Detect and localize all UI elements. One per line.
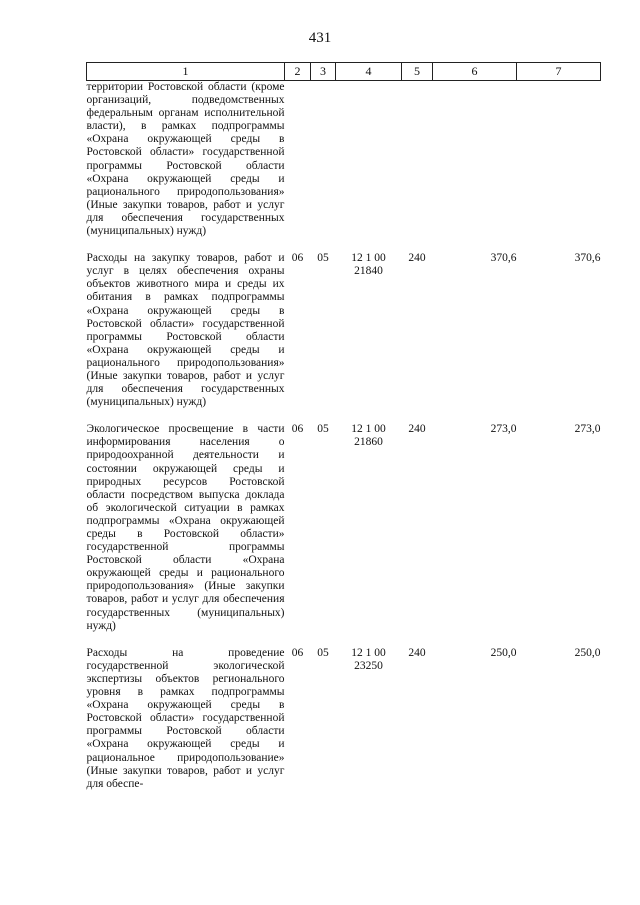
row-description: территории Ростовской области (кроме организаций, подведомственных федеральным органам исполнительной власти), в рамках подпрограммы «Охрана окружающей среды в Ростовской области» государственной программы Ростовской области «Охрана окружающей среды и рационального природопользования» (Иные закупки товаров, работ и услуг для обеспечения государственных (муниципальных) нужд) — [86, 81, 285, 238]
row-amount-1: 250,0 — [490, 646, 517, 659]
row-amount-2: 250,0 — [574, 646, 601, 659]
row-target-code — [336, 81, 402, 239]
column-header-6: 6 — [433, 63, 517, 81]
row-amount-2: 273,0 — [574, 423, 601, 436]
row-description: Экологическое просвещение в части информирования населения о природоохранной деятельности и состоянии окружающей среды и природных ресурсов Ростовской области посредством выпуска доклада об экологической ситуации в рамках подпрограммы «Охрана окружающей среды в Ростовской области» государственной программы Ростовской области «Охрана окружающей среды и рационального природопользования» (Иные закупки товаров, работ и услуг для обеспечения государственных (муниципальных) нужд) — [86, 423, 285, 632]
row-target-code: 12 1 00 23250 — [351, 646, 386, 672]
row-subsection: 05 — [317, 423, 329, 436]
column-header-5: 5 — [402, 63, 433, 81]
row-target-code: 12 1 00 21860 — [351, 423, 386, 449]
row-amount-1 — [433, 81, 517, 239]
row-description: Расходы на проведение государственной экологической экспертизы объектов регионального уровня в рамках подпрограммы «Охрана окружающей среды в Ростовской области» государственной программы Ростовской области «Охрана окружающей среды и рациональное природопользование» (Иные закупки товаров, работ и услуг для обеспе- — [86, 646, 285, 790]
row-target-code: 12 1 00 21840 — [351, 252, 386, 278]
row-description: Расходы на закупку товаров, работ и услуг в целях обеспечения охраны объектов животного мира и среды их обитания в рамках подпрограммы «Охрана окружающей среды в Ростовской области» государственной программы Ростовской области «Охрана окружающей среды и рационального природопользования» (Иные закупки товаров, работ и услуг для обеспечения государственных (муниципальных) нужд) — [86, 252, 285, 409]
table-header-row — [87, 63, 601, 81]
row-section: 06 — [291, 423, 304, 436]
row-expense-type: 240 — [408, 252, 426, 265]
column-header-7: 7 — [517, 63, 601, 81]
row-section: 06 — [291, 646, 304, 659]
table-row — [87, 81, 601, 239]
row-amount-2: 370,6 — [574, 252, 601, 265]
table-row — [87, 252, 601, 409]
row-subsection — [311, 81, 336, 239]
budget-table — [86, 62, 601, 791]
row-subsection: 05 — [317, 252, 329, 265]
column-header-3: 3 — [311, 63, 336, 81]
row-amount-1: 370,6 — [490, 252, 517, 265]
row-section — [285, 81, 311, 239]
column-header-1: 1 — [87, 63, 285, 81]
row-expense-type — [402, 81, 433, 239]
page-number: 431 — [308, 30, 332, 46]
table-row — [87, 647, 601, 791]
row-section: 06 — [291, 252, 304, 265]
row-subsection: 05 — [317, 646, 329, 659]
table-row — [87, 423, 601, 633]
row-expense-type: 240 — [408, 646, 426, 659]
row-amount-1: 273,0 — [490, 423, 517, 436]
column-header-4: 4 — [336, 63, 402, 81]
column-header-2: 2 — [285, 63, 311, 81]
row-expense-type: 240 — [408, 423, 426, 436]
row-amount-2 — [517, 81, 601, 239]
